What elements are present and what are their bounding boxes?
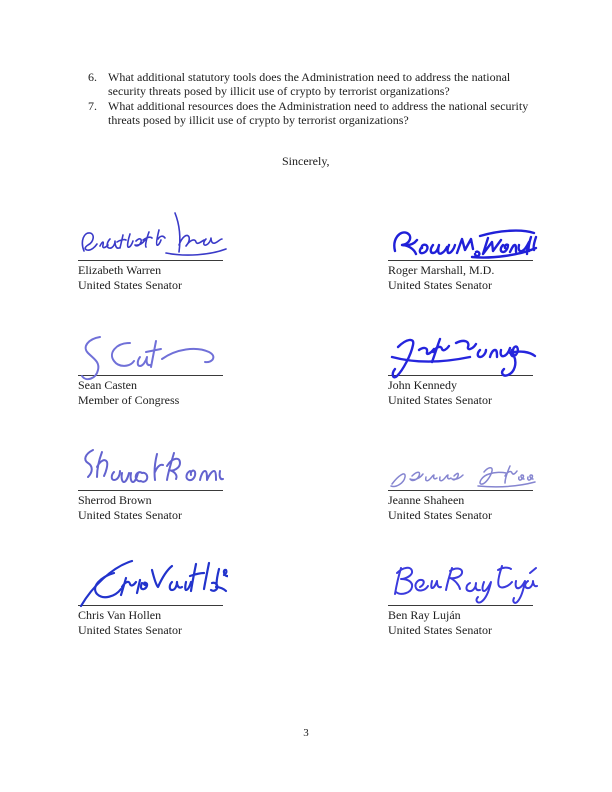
signature-line bbox=[78, 375, 223, 376]
signatory-title: United States Senator bbox=[78, 278, 182, 292]
signature-block-john-kennedy bbox=[388, 375, 538, 411]
signature-block-jeanne-shaheen bbox=[388, 490, 538, 526]
roger-marshall-signature bbox=[388, 217, 538, 263]
signatory-title: United States Senator bbox=[388, 278, 492, 292]
signature-block-sherrod-brown bbox=[78, 490, 228, 526]
signature-line bbox=[78, 260, 223, 261]
signature-block-roger-marshall bbox=[388, 260, 538, 296]
signature-block-elizabeth-warren bbox=[78, 260, 228, 296]
signature-line bbox=[388, 605, 533, 606]
question-line: What additional resources does the Administration need to address the national security bbox=[108, 98, 529, 113]
signatory-name: John Kennedy bbox=[388, 378, 457, 392]
question-text bbox=[108, 70, 528, 99]
signatory-name: Sean Casten bbox=[78, 378, 137, 392]
jeanne-shaheen-signature bbox=[388, 458, 538, 492]
signature-line bbox=[388, 260, 533, 261]
signatory-name: Roger Marshall, M.D. bbox=[388, 263, 495, 277]
question-list bbox=[88, 70, 528, 127]
question-text bbox=[108, 99, 528, 128]
question-number: 7. bbox=[88, 98, 97, 113]
question-number: 6. bbox=[88, 70, 97, 84]
signatory-title: United States Senator bbox=[388, 393, 492, 407]
closing-salutation: Sincerely, bbox=[282, 154, 330, 168]
chris-van-hollen-signature bbox=[78, 557, 228, 611]
question-line: security threats posed by illicit use of crypto by terrorist organizations? bbox=[108, 84, 450, 99]
question-item-7 bbox=[88, 99, 528, 128]
signatory-name: Chris Van Hollen bbox=[78, 608, 162, 622]
question-line: What additional statutory tools does the Administration need to address the national bbox=[108, 70, 511, 84]
question-line: threats posed by illicit use of crypto by terrorist organizations? bbox=[108, 112, 409, 127]
signatory-title: Member of Congress bbox=[78, 393, 180, 407]
signatory-title: United States Senator bbox=[388, 508, 492, 522]
signatory-name: Elizabeth Warren bbox=[78, 263, 162, 277]
signature-line bbox=[388, 490, 533, 491]
signature-line bbox=[78, 490, 223, 491]
signatory-title: United States Senator bbox=[78, 508, 182, 522]
signature-block-chris-van-hollen bbox=[78, 605, 228, 641]
signature-block-sean-casten bbox=[78, 375, 228, 411]
page-number: 3 bbox=[303, 727, 309, 739]
signature-block-ben-ray-lujan bbox=[388, 605, 538, 641]
signatory-name: Jeanne Shaheen bbox=[388, 493, 465, 507]
signature-line bbox=[78, 605, 223, 606]
signature-line bbox=[388, 375, 533, 376]
signatory-name: Sherrod Brown bbox=[78, 493, 152, 507]
sherrod-brown-signature bbox=[78, 446, 228, 492]
question-item-6 bbox=[88, 70, 528, 99]
elizabeth-warren-signature bbox=[78, 211, 228, 263]
signatory-name: Ben Ray Luján bbox=[388, 608, 461, 622]
signatory-title: United States Senator bbox=[388, 623, 492, 637]
signatory-title: United States Senator bbox=[78, 623, 182, 637]
